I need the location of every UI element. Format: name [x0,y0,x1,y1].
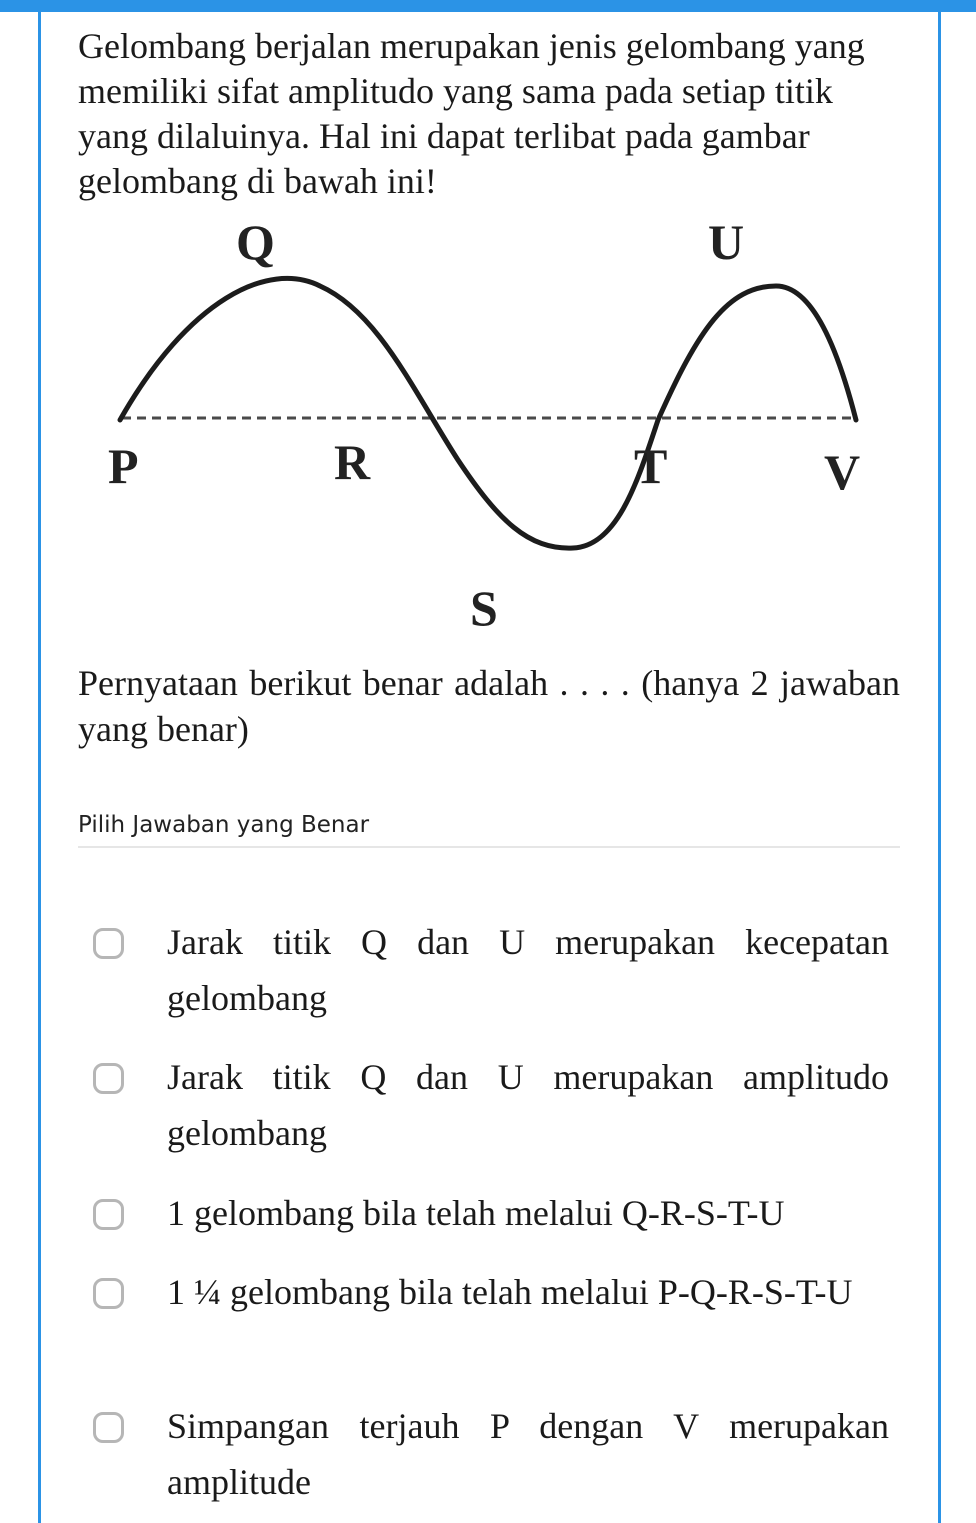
question-text: Pernyataan berikut benar adalah . . . . (hanya 2 jawaban yang benar) [78,663,900,749]
intro-text: Gelombang berjalan merupakan jenis gelombang yang memiliki sifat amplitudo yang sama pada setiap titik yang dilaluinya. Hal ini dapat terlibat pada gambar gelombang di bawah ini! [78,26,865,201]
radio-button[interactable] [93,1412,124,1443]
choose-answer-label: Pilih Jawaban yang Benar [78,812,370,838]
answer-option-text[interactable]: Simpangan terjauh P dengan V merupakan amplitude [167,1406,889,1502]
label-s: S [470,580,498,636]
radio-button[interactable] [93,1199,124,1230]
radio-button[interactable] [93,928,124,959]
label-p: P [108,438,139,494]
label-v: V [824,444,861,500]
answer-option-text[interactable]: Jarak titik Q dan U merupakan amplitudo gelombang [167,1057,889,1153]
top-accent-bar [0,0,976,12]
label-t: T [634,438,668,494]
label-u: U [708,214,745,270]
wave-curve [120,278,856,548]
divider [78,846,900,848]
answer-option-text[interactable]: Jarak titik Q dan U merupakan kecepatan gelombang [167,922,889,1018]
label-r: R [334,434,371,490]
answer-option-text[interactable]: 1 ¼ gelombang bila telah melalui P-Q-R-S-T-U [167,1272,853,1312]
card-border-left [38,12,41,1523]
radio-button[interactable] [93,1063,124,1094]
label-q: Q [236,214,275,270]
radio-button[interactable] [93,1278,124,1309]
wave-figure [78,200,908,650]
card-border-right [938,12,941,1523]
answer-option-text[interactable]: 1 gelombang bila telah melalui Q-R-S-T-U [167,1193,785,1233]
